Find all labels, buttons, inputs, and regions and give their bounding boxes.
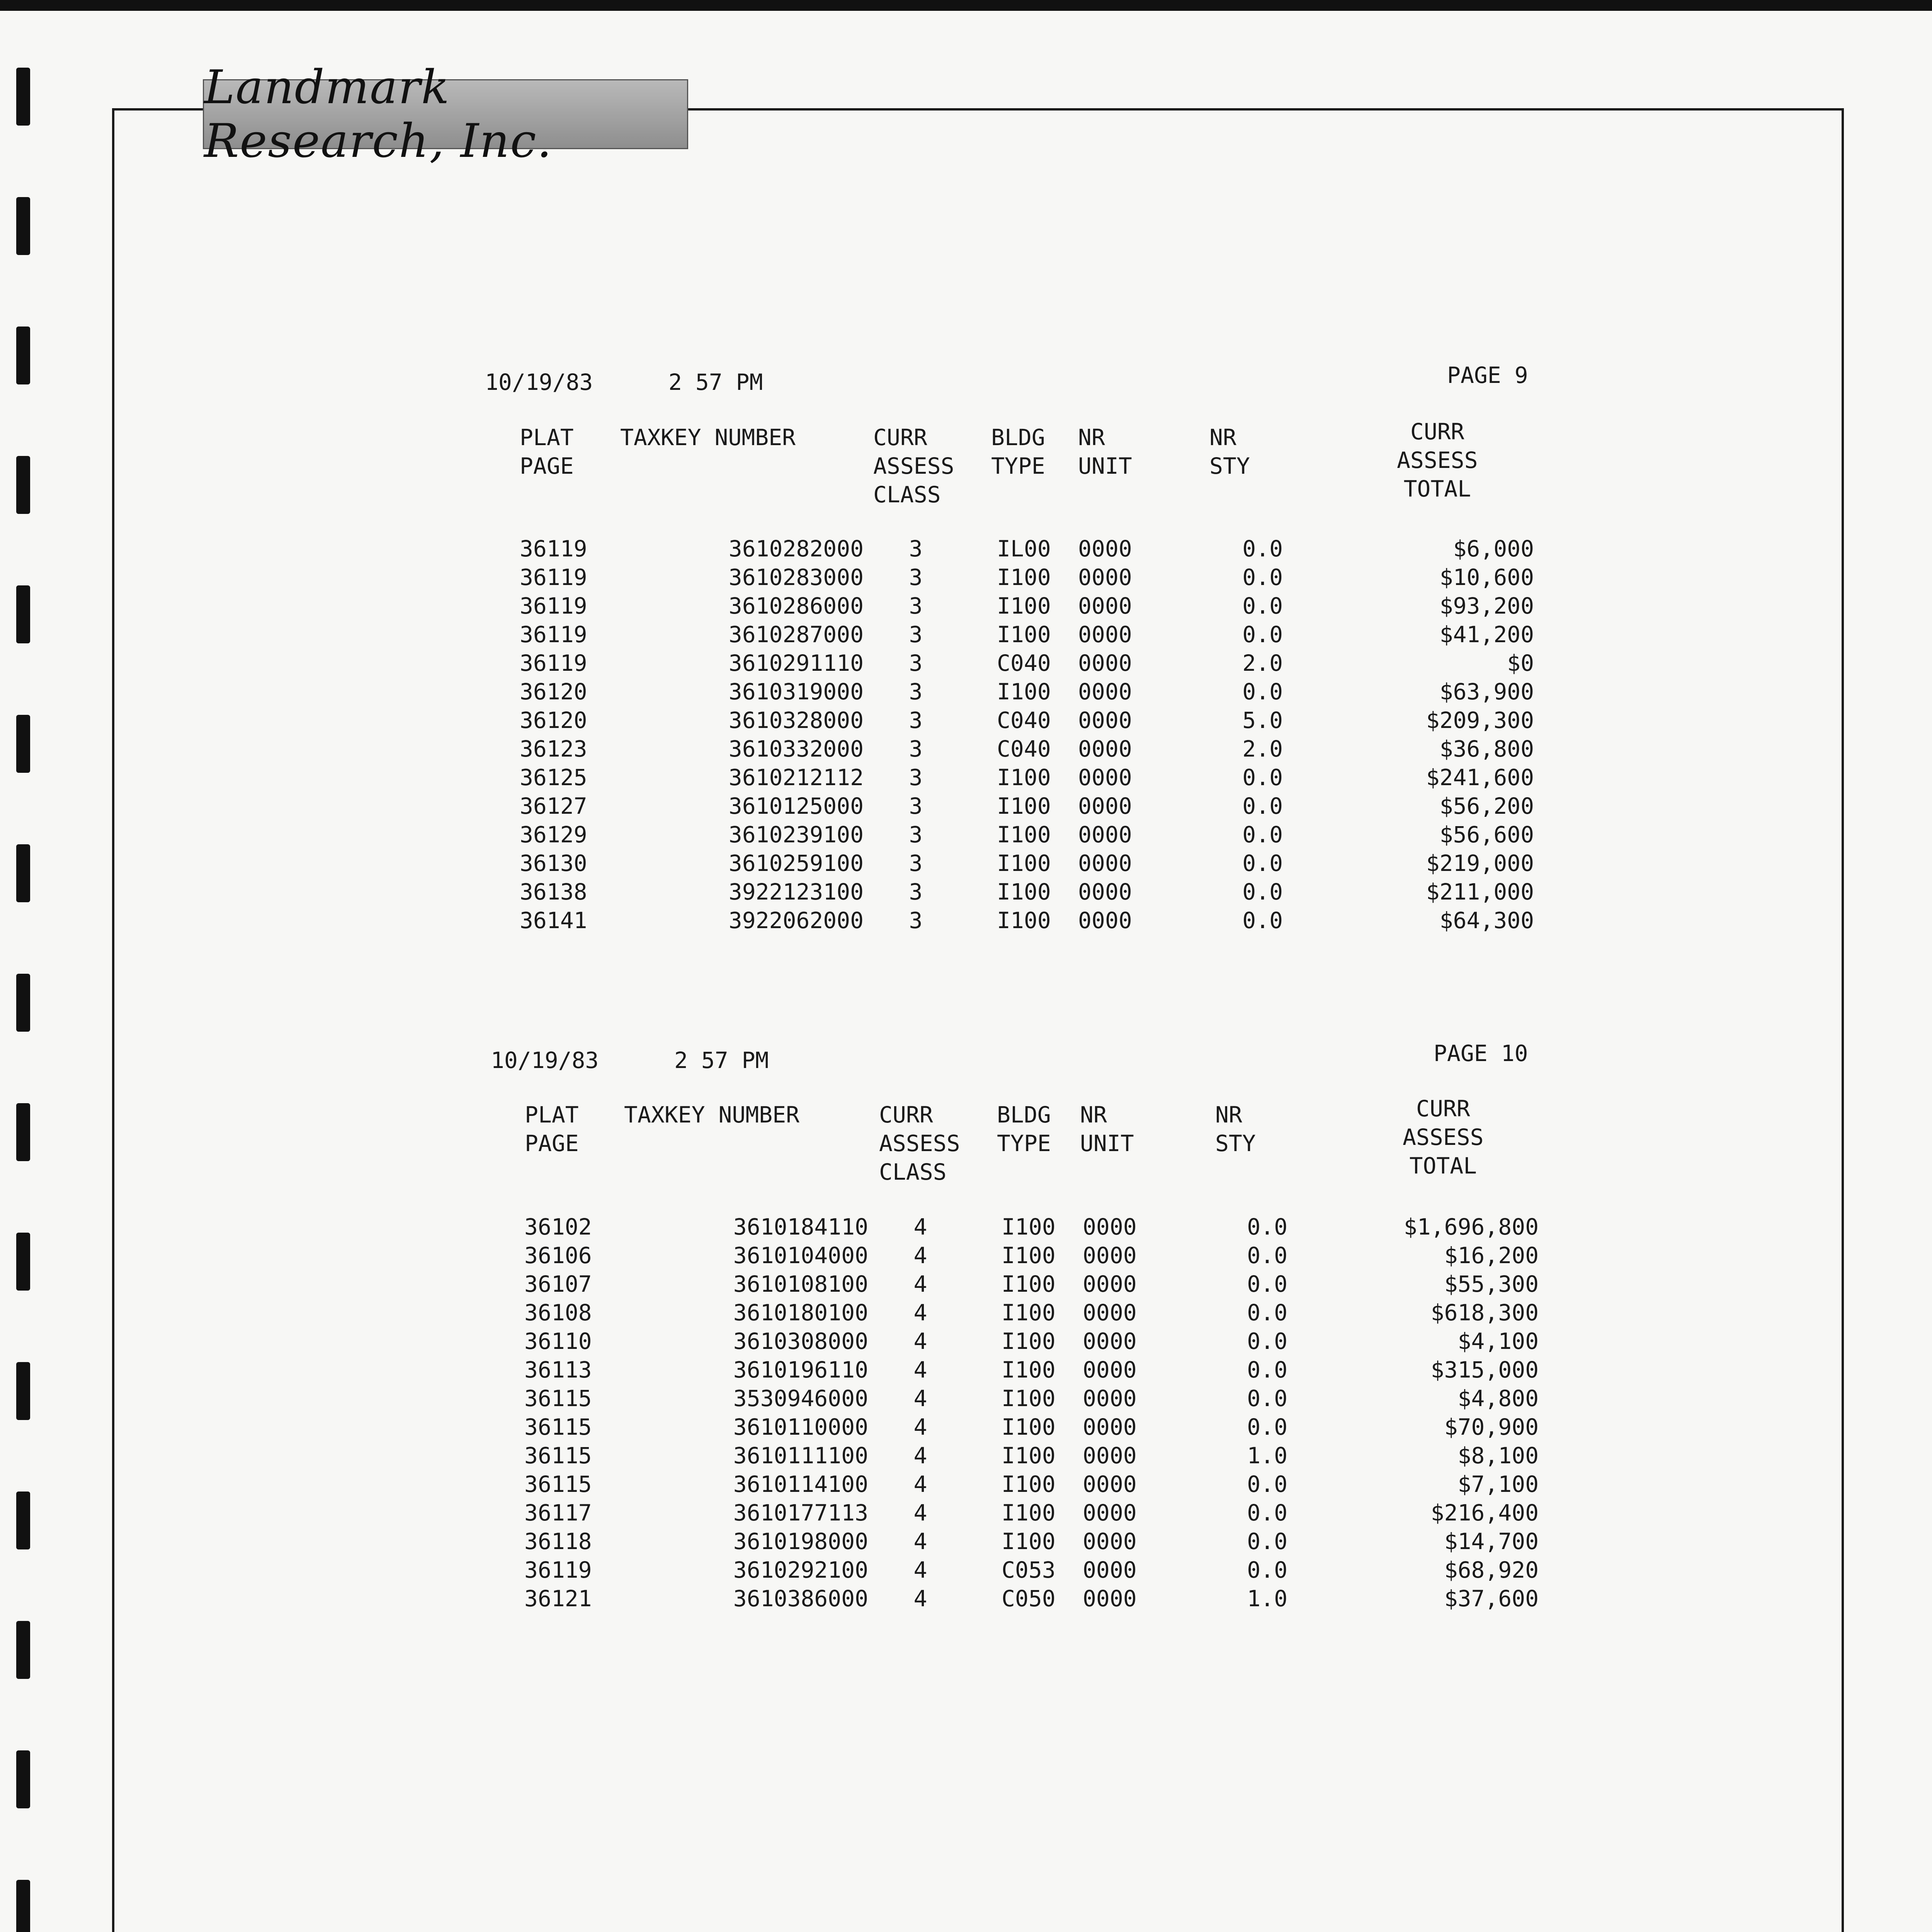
cell-plat-page: 36115 — [524, 1442, 592, 1469]
cell-nr-unit: 0000 — [1083, 1299, 1137, 1326]
cell-assess-total: $8,100 — [1458, 1442, 1539, 1469]
cell-bldg-type: I100 — [1002, 1328, 1056, 1354]
cell-bldg-type: I100 — [997, 593, 1051, 619]
cell-bldg-type: C040 — [997, 650, 1051, 676]
cell-assess-total: $16,200 — [1444, 1242, 1539, 1269]
cell-nr-unit: 0000 — [1083, 1442, 1137, 1469]
cell-nr-sty: 0.0 — [1247, 1414, 1287, 1440]
cell-bldg-type: I100 — [1002, 1471, 1056, 1497]
cell-nr-unit: 0000 — [1083, 1528, 1137, 1554]
cell-nr-unit: 0000 — [1083, 1242, 1137, 1269]
table-row — [0, 1270, 1932, 1298]
cell-assess-total: $211,000 — [1426, 879, 1534, 905]
cell-plat-page: 36106 — [524, 1242, 592, 1269]
cell-taxkey: 3610239100 — [728, 821, 864, 848]
punch-hole — [16, 456, 30, 514]
company-logo: Landmark Research, Inc. — [203, 79, 688, 149]
cell-nr-unit: 0000 — [1078, 650, 1132, 676]
cell-nr-sty: 0.0 — [1247, 1557, 1287, 1583]
cell-plat-page: 36119 — [520, 650, 587, 676]
cell-nr-unit: 0000 — [1083, 1414, 1137, 1440]
cell-plat-page: 36120 — [520, 679, 587, 705]
cell-assess-total: $216,400 — [1430, 1500, 1539, 1526]
cell-nr-unit: 0000 — [1083, 1557, 1137, 1583]
cell-taxkey: 3530946000 — [733, 1385, 868, 1412]
cell-plat-page: 36121 — [524, 1585, 592, 1612]
table-row — [0, 1527, 1932, 1556]
cell-taxkey: 3610328000 — [728, 707, 864, 733]
cell-nr-unit: 0000 — [1083, 1385, 1137, 1412]
cell-assess-class: 3 — [909, 821, 923, 848]
cell-assess-total: $14,700 — [1444, 1528, 1539, 1554]
cell-assess-total: $63,900 — [1439, 679, 1534, 705]
cell-taxkey: 3610196110 — [733, 1357, 868, 1383]
table-row — [0, 735, 1932, 763]
cell-taxkey: 3610308000 — [733, 1328, 868, 1354]
cell-nr-sty: 0.0 — [1242, 907, 1283, 934]
cell-assess-class: 4 — [913, 1585, 927, 1612]
cell-plat-page: 36108 — [524, 1299, 592, 1326]
report-page-label: PAGE 9 — [1447, 362, 1528, 388]
cell-bldg-type: I100 — [997, 879, 1051, 905]
cell-bldg-type: C053 — [1002, 1557, 1056, 1583]
cell-nr-unit: 0000 — [1078, 536, 1132, 562]
cell-taxkey: 3610125000 — [728, 793, 864, 819]
cell-assess-class: 3 — [909, 707, 923, 733]
cell-bldg-type: I100 — [997, 907, 1051, 934]
cell-assess-class: 3 — [909, 679, 923, 705]
cell-bldg-type: C040 — [997, 707, 1051, 733]
cell-assess-total: $0 — [1507, 650, 1534, 676]
cell-bldg-type: C050 — [1002, 1585, 1056, 1612]
table-row — [0, 1498, 1932, 1527]
cell-bldg-type: I100 — [1002, 1357, 1056, 1383]
cell-nr-sty: 0.0 — [1247, 1357, 1287, 1383]
table-row — [0, 1384, 1932, 1413]
cell-nr-unit: 0000 — [1078, 621, 1132, 648]
cell-assess-total: $68,920 — [1444, 1557, 1539, 1583]
cell-nr-unit: 0000 — [1083, 1500, 1137, 1526]
cell-nr-sty: 0.0 — [1247, 1299, 1287, 1326]
cell-bldg-type: I100 — [997, 793, 1051, 819]
cell-plat-page: 36102 — [524, 1214, 592, 1240]
cell-nr-sty: 0.0 — [1247, 1500, 1287, 1526]
report-page-label: PAGE 10 — [1434, 1040, 1528, 1066]
cell-plat-page: 36117 — [524, 1500, 592, 1526]
cell-bldg-type: I100 — [1002, 1385, 1056, 1412]
cell-nr-unit: 0000 — [1083, 1357, 1137, 1383]
cell-nr-unit: 0000 — [1083, 1214, 1137, 1240]
cell-plat-page: 36119 — [524, 1557, 592, 1583]
cell-assess-class: 3 — [909, 621, 923, 648]
cell-nr-sty: 0.0 — [1242, 879, 1283, 905]
cell-assess-total: $4,100 — [1458, 1328, 1539, 1354]
cell-nr-sty: 1.0 — [1247, 1585, 1287, 1612]
punch-hole — [16, 1621, 30, 1679]
cell-assess-total: $1,696,800 — [1403, 1214, 1539, 1240]
cell-bldg-type: I100 — [997, 850, 1051, 876]
cell-bldg-type: I100 — [1002, 1214, 1056, 1240]
punch-hole — [16, 327, 30, 384]
punch-hole — [16, 1103, 30, 1161]
cell-plat-page: 36123 — [520, 736, 587, 762]
cell-nr-sty: 0.0 — [1247, 1214, 1287, 1240]
cell-bldg-type: I100 — [997, 564, 1051, 590]
cell-bldg-type: I100 — [1002, 1242, 1056, 1269]
cell-plat-page: 36115 — [524, 1471, 592, 1497]
cell-assess-total: $56,600 — [1439, 821, 1534, 848]
cell-assess-total: $41,200 — [1439, 621, 1534, 648]
table-row — [0, 792, 1932, 820]
cell-taxkey: 3610177113 — [733, 1500, 868, 1526]
cell-taxkey: 3610198000 — [733, 1528, 868, 1554]
cell-assess-total: $7,100 — [1458, 1471, 1539, 1497]
cell-assess-class: 4 — [913, 1214, 927, 1240]
cell-plat-page: 36125 — [520, 764, 587, 791]
cell-assess-class: 4 — [913, 1299, 927, 1326]
cell-taxkey: 3610111100 — [733, 1442, 868, 1469]
table-row — [0, 1327, 1932, 1355]
table-row — [0, 849, 1932, 878]
cell-taxkey: 3610184110 — [733, 1214, 868, 1240]
cell-nr-unit: 0000 — [1078, 736, 1132, 762]
table-row — [0, 763, 1932, 792]
cell-taxkey: 3610180100 — [733, 1299, 868, 1326]
table-row — [0, 1413, 1932, 1441]
cell-plat-page: 36129 — [520, 821, 587, 848]
cell-nr-sty: 0.0 — [1242, 764, 1283, 791]
cell-nr-unit: 0000 — [1078, 793, 1132, 819]
scan-edge — [0, 0, 1932, 11]
header-bldg-type: BLDG TYPE — [991, 424, 1045, 479]
table-row — [0, 649, 1932, 677]
cell-nr-sty: 2.0 — [1242, 650, 1283, 676]
punch-hole — [16, 197, 30, 255]
cell-bldg-type: I100 — [1002, 1528, 1056, 1554]
cell-taxkey: 3610286000 — [728, 593, 864, 619]
cell-plat-page: 36141 — [520, 907, 587, 934]
cell-assess-total: $219,000 — [1426, 850, 1534, 876]
cell-nr-unit: 0000 — [1078, 764, 1132, 791]
cell-nr-sty: 0.0 — [1242, 621, 1283, 648]
cell-nr-sty: 0.0 — [1247, 1328, 1287, 1354]
cell-nr-unit: 0000 — [1083, 1585, 1137, 1612]
cell-assess-total: $241,600 — [1426, 764, 1534, 791]
cell-assess-class: 3 — [909, 850, 923, 876]
cell-nr-sty: 0.0 — [1242, 593, 1283, 619]
table-row — [0, 534, 1932, 563]
report-time: 2 57 PM — [668, 369, 763, 395]
cell-taxkey: 3610108100 — [733, 1271, 868, 1297]
cell-bldg-type: C040 — [997, 736, 1051, 762]
header-plat-page: PLAT PAGE — [525, 1102, 579, 1156]
cell-taxkey: 3922062000 — [728, 907, 864, 934]
cell-bldg-type: I100 — [1002, 1442, 1056, 1469]
header-nr-unit: NR UNIT — [1080, 1102, 1134, 1156]
header-plat-page: PLAT PAGE — [520, 424, 574, 479]
table-row — [0, 1556, 1932, 1584]
cell-nr-sty: 0.0 — [1242, 850, 1283, 876]
table-row — [0, 677, 1932, 706]
cell-nr-sty: 0.0 — [1247, 1271, 1287, 1297]
cell-taxkey: 3610282000 — [728, 536, 864, 562]
cell-taxkey: 3610283000 — [728, 564, 864, 590]
cell-bldg-type: I100 — [997, 821, 1051, 848]
cell-assess-class: 4 — [913, 1500, 927, 1526]
cell-assess-class: 4 — [913, 1242, 927, 1269]
punch-hole — [16, 1880, 30, 1932]
cell-assess-class: 4 — [913, 1442, 927, 1469]
table-row — [0, 1241, 1932, 1270]
cell-bldg-type: I100 — [1002, 1414, 1056, 1440]
cell-assess-class: 4 — [913, 1557, 927, 1583]
header-taxkey: TAXKEY NUMBER — [624, 1102, 799, 1128]
header-nr-sty: NR STY — [1209, 424, 1250, 479]
cell-nr-sty: 0.0 — [1242, 564, 1283, 590]
header-assess-class: CURR ASSESS CLASS — [879, 1102, 960, 1185]
cell-plat-page: 36115 — [524, 1414, 592, 1440]
cell-assess-total: $70,900 — [1444, 1414, 1539, 1440]
cell-taxkey: 3610332000 — [728, 736, 864, 762]
cell-taxkey: 3610291110 — [728, 650, 864, 676]
cell-assess-total: $4,800 — [1458, 1385, 1539, 1412]
punch-hole — [16, 974, 30, 1032]
cell-plat-page: 36110 — [524, 1328, 592, 1354]
cell-taxkey: 3922123100 — [728, 879, 864, 905]
cell-nr-unit: 0000 — [1078, 907, 1132, 934]
cell-bldg-type: I100 — [1002, 1299, 1056, 1326]
header-assess-total: CURR ASSESS TOTAL — [1403, 1095, 1484, 1179]
cell-nr-sty: 0.0 — [1247, 1528, 1287, 1554]
cell-bldg-type: I100 — [1002, 1500, 1056, 1526]
cell-assess-class: 3 — [909, 650, 923, 676]
cell-bldg-type: IL00 — [997, 536, 1051, 562]
cell-taxkey: 3610104000 — [733, 1242, 868, 1269]
cell-plat-page: 36130 — [520, 850, 587, 876]
cell-assess-class: 4 — [913, 1471, 927, 1497]
cell-bldg-type: I100 — [997, 764, 1051, 791]
cell-assess-total: $6,000 — [1453, 536, 1534, 562]
cell-nr-sty: 0.0 — [1247, 1471, 1287, 1497]
table-row — [0, 906, 1932, 935]
cell-plat-page: 36115 — [524, 1385, 592, 1412]
cell-assess-class: 4 — [913, 1271, 927, 1297]
cell-nr-sty: 0.0 — [1242, 679, 1283, 705]
cell-nr-sty: 0.0 — [1242, 536, 1283, 562]
cell-nr-sty: 0.0 — [1247, 1242, 1287, 1269]
cell-plat-page: 36119 — [520, 536, 587, 562]
cell-nr-unit: 0000 — [1083, 1471, 1137, 1497]
header-nr-sty: NR STY — [1215, 1102, 1256, 1156]
cell-assess-total: $36,800 — [1439, 736, 1534, 762]
header-nr-unit: NR UNIT — [1078, 424, 1132, 479]
cell-assess-class: 3 — [909, 736, 923, 762]
header-assess-total: CURR ASSESS TOTAL — [1397, 418, 1478, 502]
cell-assess-total: $315,000 — [1430, 1357, 1539, 1383]
table-row — [0, 706, 1932, 735]
cell-assess-total: $618,300 — [1430, 1299, 1539, 1326]
cell-nr-unit: 0000 — [1078, 707, 1132, 733]
cell-assess-class: 4 — [913, 1357, 927, 1383]
cell-plat-page: 36127 — [520, 793, 587, 819]
cell-nr-unit: 0000 — [1083, 1328, 1137, 1354]
cell-taxkey: 3610110000 — [733, 1414, 868, 1440]
cell-assess-total: $56,200 — [1439, 793, 1534, 819]
table-row — [0, 620, 1932, 649]
cell-plat-page: 36107 — [524, 1271, 592, 1297]
table-row — [0, 563, 1932, 592]
cell-nr-sty: 0.0 — [1242, 821, 1283, 848]
cell-taxkey: 3610386000 — [733, 1585, 868, 1612]
cell-assess-total: $209,300 — [1426, 707, 1534, 733]
punch-hole — [16, 1750, 30, 1808]
cell-plat-page: 36120 — [520, 707, 587, 733]
cell-bldg-type: I100 — [997, 621, 1051, 648]
cell-nr-sty: 5.0 — [1242, 707, 1283, 733]
table-row — [0, 878, 1932, 906]
cell-assess-class: 4 — [913, 1414, 927, 1440]
report-date: 10/19/83 — [491, 1047, 599, 1073]
table-row — [0, 1584, 1932, 1613]
cell-assess-total: $10,600 — [1439, 564, 1534, 590]
cell-assess-total: $64,300 — [1439, 907, 1534, 934]
cell-nr-sty: 2.0 — [1242, 736, 1283, 762]
cell-nr-unit: 0000 — [1078, 564, 1132, 590]
cell-assess-class: 4 — [913, 1385, 927, 1412]
cell-nr-sty: 1.0 — [1247, 1442, 1287, 1469]
cell-plat-page: 36113 — [524, 1357, 592, 1383]
table-row — [0, 820, 1932, 849]
cell-assess-class: 3 — [909, 764, 923, 791]
table-row — [0, 1470, 1932, 1498]
cell-assess-total: $37,600 — [1444, 1585, 1539, 1612]
cell-plat-page: 36119 — [520, 621, 587, 648]
cell-nr-unit: 0000 — [1078, 879, 1132, 905]
header-taxkey: TAXKEY NUMBER — [620, 424, 796, 451]
cell-plat-page: 36118 — [524, 1528, 592, 1554]
cell-assess-class: 4 — [913, 1328, 927, 1354]
table-row — [0, 1355, 1932, 1384]
header-bldg-type: BLDG TYPE — [997, 1102, 1051, 1156]
cell-nr-sty: 0.0 — [1242, 793, 1283, 819]
report-time: 2 57 PM — [674, 1047, 769, 1073]
cell-nr-unit: 0000 — [1078, 593, 1132, 619]
cell-nr-unit: 0000 — [1078, 850, 1132, 876]
cell-taxkey: 3610259100 — [728, 850, 864, 876]
cell-taxkey: 3610287000 — [728, 621, 864, 648]
cell-assess-class: 3 — [909, 907, 923, 934]
cell-bldg-type: I100 — [997, 679, 1051, 705]
table-row — [0, 1213, 1932, 1241]
table-row — [0, 592, 1932, 620]
header-assess-class: CURR ASSESS CLASS — [873, 424, 954, 508]
cell-plat-page: 36138 — [520, 879, 587, 905]
cell-assess-total: $55,300 — [1444, 1271, 1539, 1297]
cell-taxkey: 3610319000 — [728, 679, 864, 705]
cell-assess-class: 4 — [913, 1528, 927, 1554]
cell-nr-unit: 0000 — [1078, 679, 1132, 705]
cell-assess-class: 3 — [909, 593, 923, 619]
cell-plat-page: 36119 — [520, 564, 587, 590]
cell-nr-sty: 0.0 — [1247, 1385, 1287, 1412]
table-row — [0, 1441, 1932, 1470]
cell-assess-class: 3 — [909, 536, 923, 562]
cell-nr-unit: 0000 — [1078, 821, 1132, 848]
cell-assess-class: 3 — [909, 564, 923, 590]
report-date: 10/19/83 — [485, 369, 593, 395]
punch-hole — [16, 68, 30, 126]
cell-taxkey: 3610212112 — [728, 764, 864, 791]
cell-taxkey: 3610292100 — [733, 1557, 868, 1583]
page-frame — [112, 108, 1844, 1932]
cell-taxkey: 3610114100 — [733, 1471, 868, 1497]
cell-nr-unit: 0000 — [1083, 1271, 1137, 1297]
cell-bldg-type: I100 — [1002, 1271, 1056, 1297]
cell-assess-class: 3 — [909, 793, 923, 819]
table-row — [0, 1298, 1932, 1327]
cell-assess-total: $93,200 — [1439, 593, 1534, 619]
cell-plat-page: 36119 — [520, 593, 587, 619]
cell-assess-class: 3 — [909, 879, 923, 905]
